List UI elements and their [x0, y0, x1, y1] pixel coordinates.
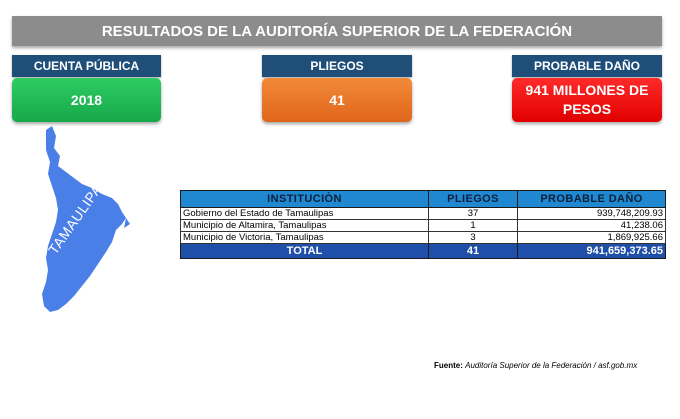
probable-dano-label: PROBABLE DAÑO [512, 55, 662, 77]
page-title: RESULTADOS DE LA AUDITORÍA SUPERIOR DE LA FEDERACIÓN [12, 16, 662, 46]
source-text: Auditoría Superior de la Federación / asf.gob.mx [465, 361, 638, 370]
source-note [434, 361, 637, 370]
cuenta-publica-label: CUENTA PÚBLICA [12, 55, 161, 77]
table-total-row [181, 244, 666, 259]
table-cell: 41,238.06 [518, 220, 666, 232]
table-cell: 1 [429, 220, 518, 232]
table-cell: Municipio de Altamira, Tamaulipas [181, 220, 429, 232]
table-row [181, 232, 666, 244]
column-header: PROBABLE DAÑO [518, 191, 666, 208]
table-cell: 3 [429, 232, 518, 244]
table-header-row [181, 191, 666, 208]
table-cell: Gobierno del Estado de Tamaulipas [181, 208, 429, 220]
table-cell: 1,869,925.66 [518, 232, 666, 244]
table-cell: Municipio de Victoria, Tamaulipas [181, 232, 429, 244]
table-row [181, 220, 666, 232]
column-header: PLIEGOS [429, 191, 518, 208]
pliegos-label: PLIEGOS [262, 55, 412, 77]
results-table [180, 190, 666, 259]
probable-dano-value: 941 MILLONES DE PESOS [512, 78, 662, 122]
table-row [181, 208, 666, 220]
pliegos-value: 41 [262, 78, 412, 122]
map-label: TAMAULIPAS [45, 172, 111, 258]
table-cell: 941,659,373.65 [518, 244, 666, 259]
cuenta-publica-value: 2018 [12, 78, 161, 122]
column-header: INSTITUCIÒN [181, 191, 429, 208]
table-cell: 37 [429, 208, 518, 220]
table-cell: 939,748,209.93 [518, 208, 666, 220]
table-cell: 41 [429, 244, 518, 259]
source-label: Fuente: [434, 361, 463, 370]
tamaulipas-map-icon [38, 126, 138, 326]
table-cell: TOTAL [181, 244, 429, 259]
